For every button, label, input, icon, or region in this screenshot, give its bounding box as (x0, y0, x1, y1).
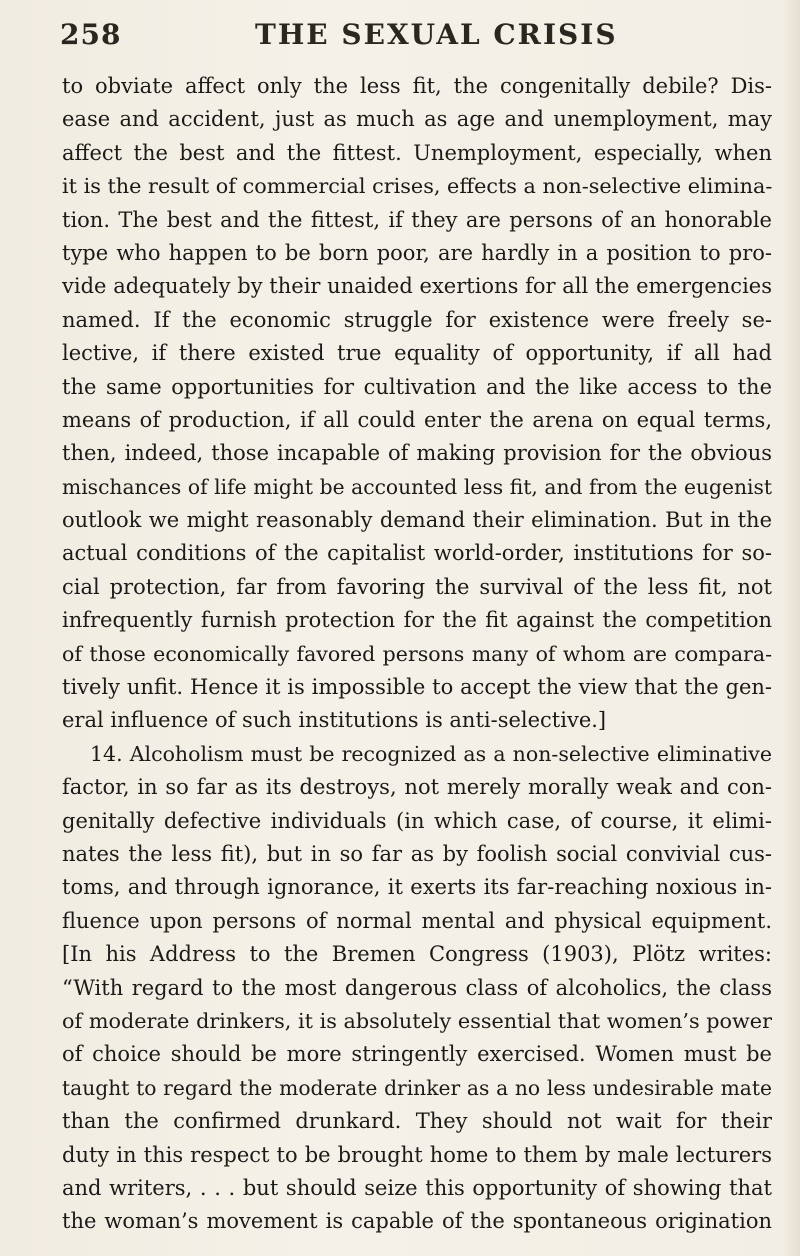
body-text (62, 70, 772, 1239)
text-line: and writers, . . . but should seize this opportunity of showing that (62, 1175, 772, 1200)
text-line: mischances of life might be accounted less fit, and from the eugenist (62, 474, 772, 499)
text-line-paragraph-start: 14. Alcoholism must be recognized as a non-selective eliminative (90, 741, 772, 766)
text-line: then, indeed, those incapable of making provision for the obvious (62, 441, 772, 466)
text-line: genitally defective individuals (in which case, of course, it elimi- (62, 808, 772, 833)
text-line: infrequently furnish protection for the fit against the competition (62, 608, 772, 633)
text-line-paragraph-end: eral influence of such institutions is anti-selective.] (62, 708, 607, 733)
text-line: taught to regard the moderate drinker as a no less undesirable mate (62, 1075, 772, 1100)
text-line: duty in this respect to be brought home to them by male lecturers (62, 1142, 772, 1167)
text-line: actual conditions of the capitalist world-order, institutions for so- (62, 541, 772, 566)
text-line: type who happen to be born poor, are hardly in a position to pro- (62, 240, 772, 265)
text-line: of choice should be more stringently exercised. Women must be (62, 1042, 772, 1067)
text-line: affect the best and the fittest. Unemployment, especially, when (62, 140, 772, 165)
text-line: means of production, if all could enter the arena on equal terms, (62, 407, 772, 432)
text-line: nates the less fit), but in so far as by foolish social convivial cus- (62, 841, 772, 866)
page-header (60, 18, 760, 62)
text-line: [In his Address to the Bremen Congress (1903), Plötz writes: (62, 942, 772, 967)
text-line: the woman’s movement is capable of the spontaneous origination (62, 1209, 772, 1234)
text-line: lective, if there existed true equality of opportunity, if all had (62, 341, 772, 366)
text-line: of those economically favored persons many of whom are compara- (62, 641, 772, 666)
text-line: named. If the economic struggle for existence were freely se- (62, 307, 772, 332)
text-line: “With regard to the most dangerous class of alcoholics, the class (62, 975, 772, 1000)
text-line: of moderate drinkers, it is absolutely essential that women’s power (62, 1008, 772, 1033)
text-line: ease and accident, just as much as age and unemployment, may (62, 107, 772, 132)
text-line: it is the result of commercial crises, effects a non-selective elimina- (62, 174, 772, 199)
text-line: cial protection, far from favoring the survival of the less fit, not (62, 574, 772, 599)
text-line: fluence upon persons of normal mental and physical equipment. (62, 908, 772, 933)
text-line: than the confirmed drunkard. They should not wait for their (62, 1109, 772, 1134)
text-line: factor, in so far as its destroys, not merely morally weak and con- (62, 775, 772, 800)
text-line: vide adequately by their unaided exertions for all the emergencies (62, 274, 772, 299)
text-line: outlook we might reasonably demand their elimination. But in the (62, 508, 772, 533)
page-number: 258 (60, 18, 122, 51)
text-line: tion. The best and the fittest, if they are persons of an honorable (62, 207, 772, 232)
text-line: toms, and through ignorance, it exerts its far-reaching noxious in- (62, 875, 772, 900)
text-line: tively unfit. Hence it is impossible to accept the view that the gen- (62, 675, 772, 700)
text-line: the same opportunities for cultivation and the like access to the (62, 374, 772, 399)
page-edge-shadow (782, 0, 800, 1256)
text-line: to obviate affect only the less fit, the congenitally debile? Dis- (62, 74, 772, 98)
running-head: THE SEXUAL CRISIS (255, 18, 618, 51)
